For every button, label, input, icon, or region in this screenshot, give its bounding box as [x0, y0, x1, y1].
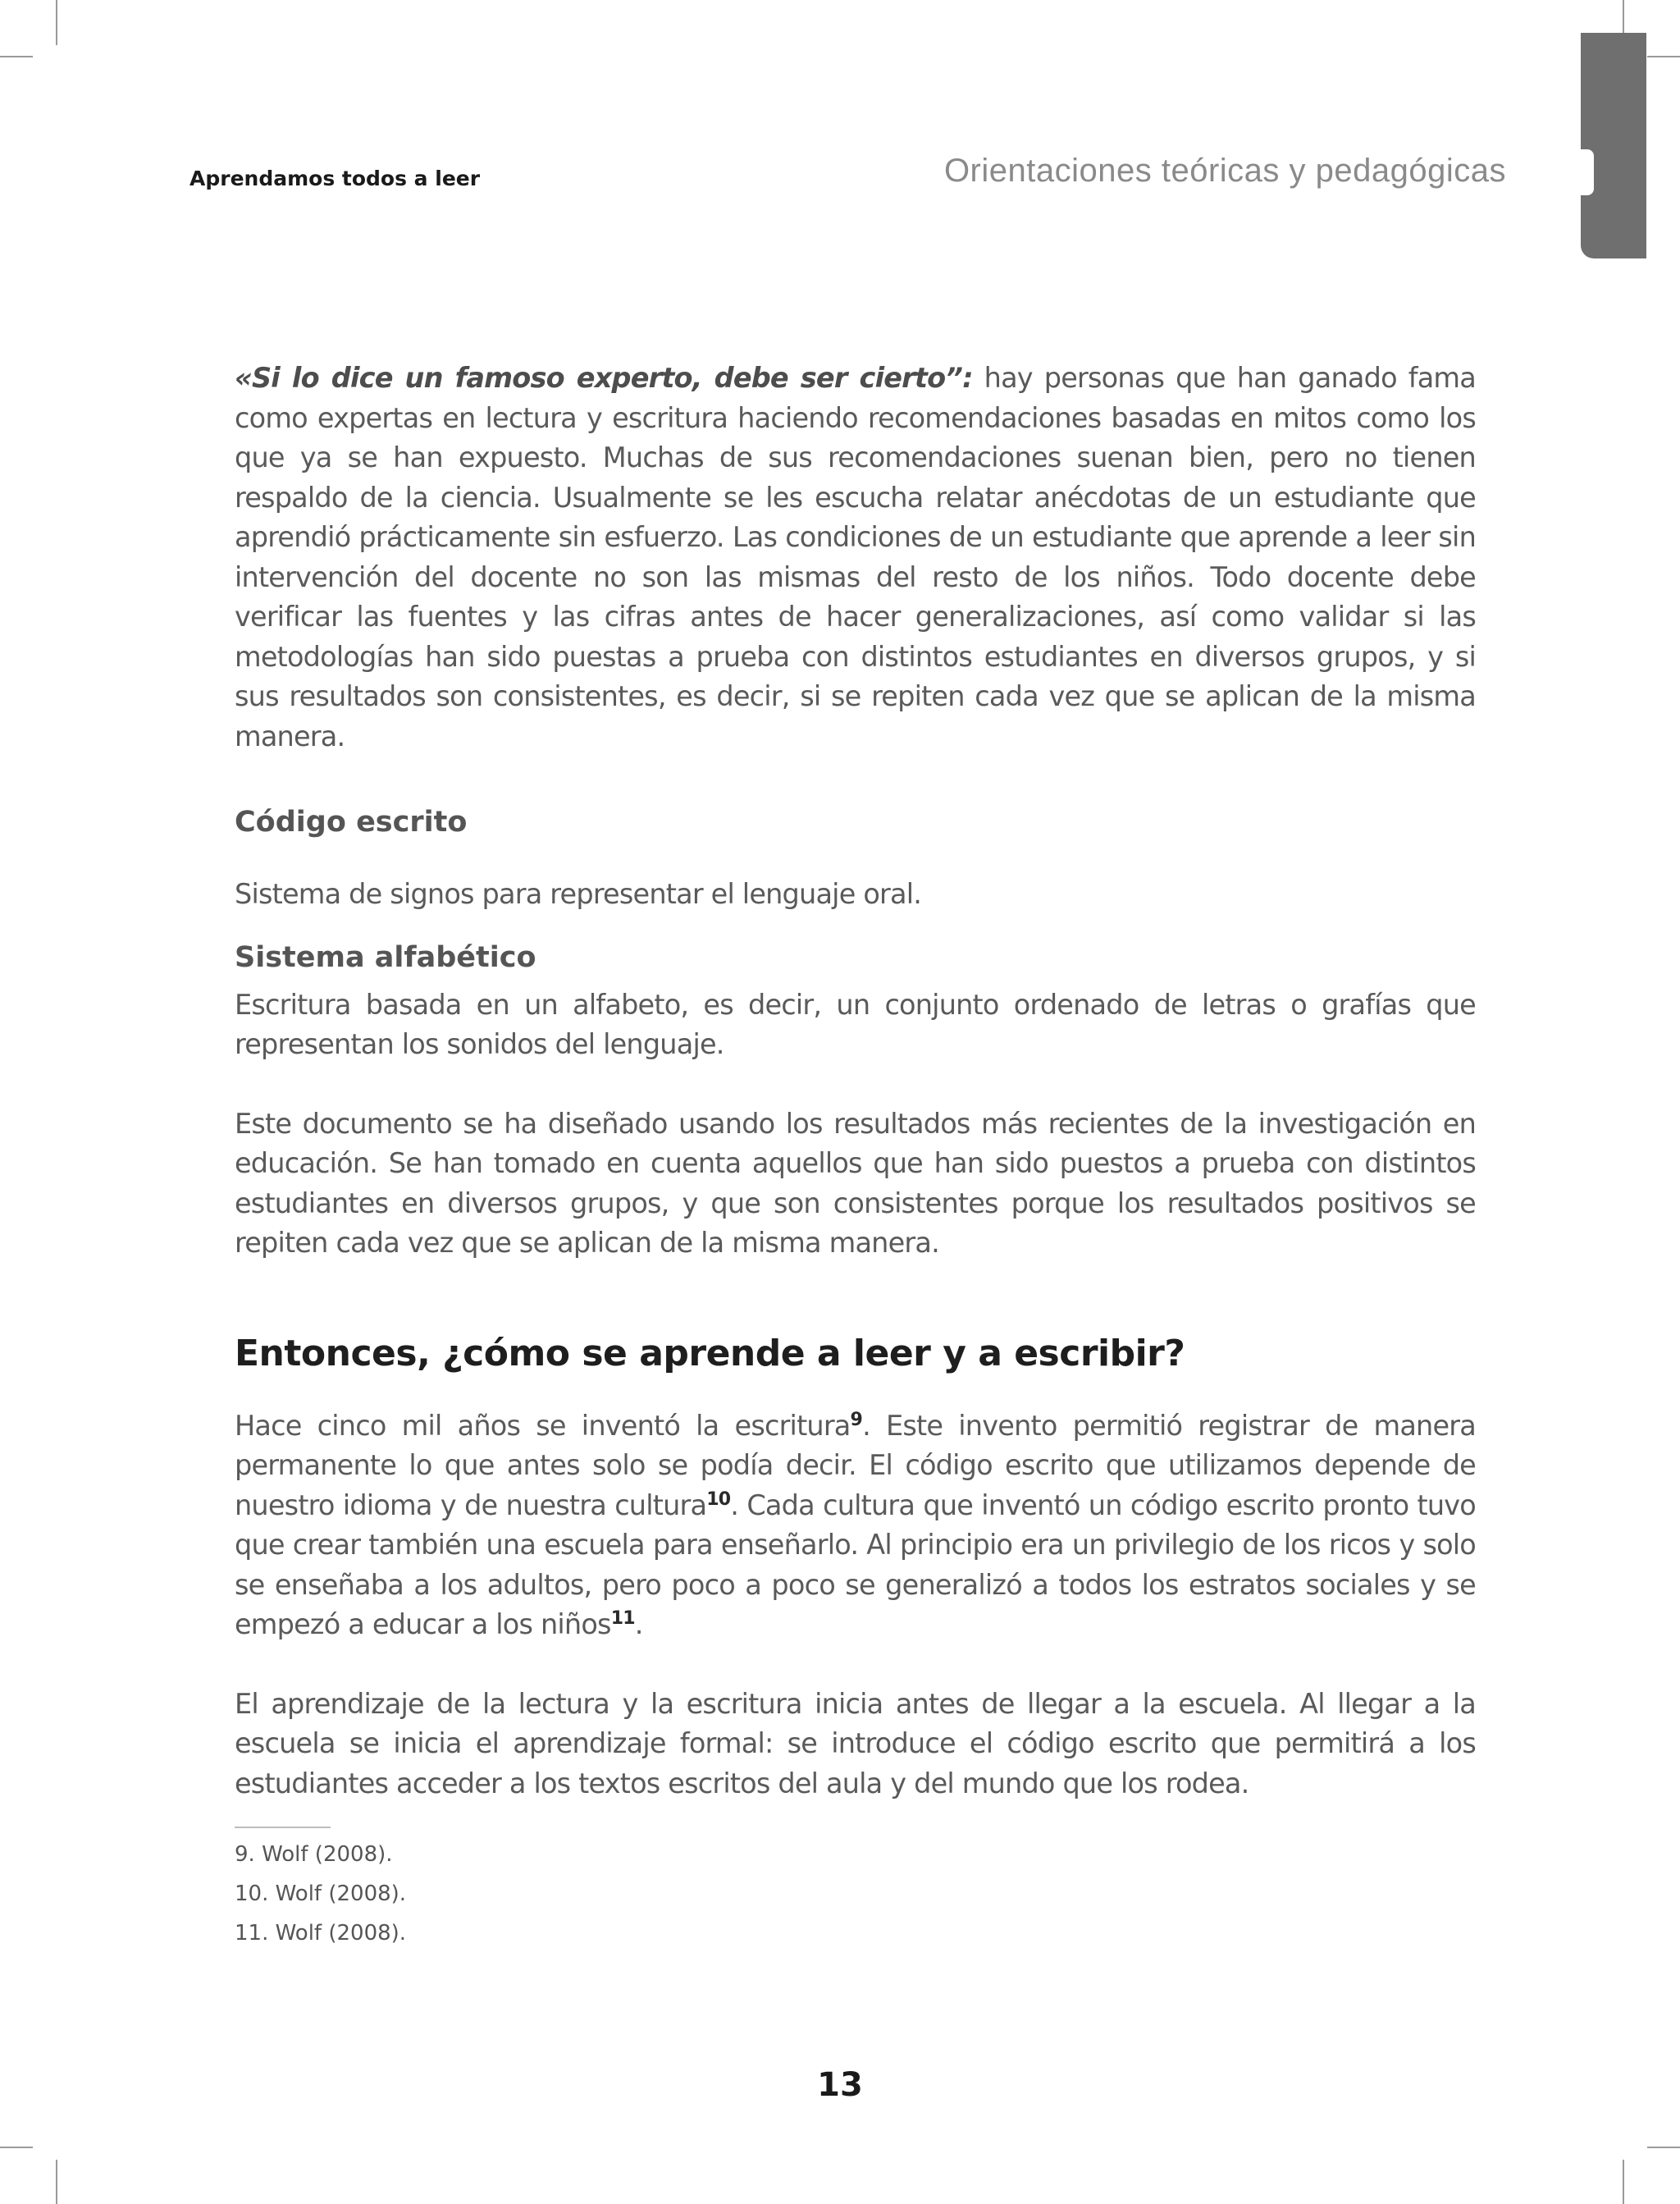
footnote: 11. Wolf (2008). [235, 1921, 407, 1946]
text-run: Hace cinco mil años se inventó la escritura [235, 1409, 851, 1442]
page-number: 13 [817, 2066, 863, 2104]
chapter-tab-notch [1581, 149, 1594, 195]
footnote: 9. Wolf (2008). [235, 1842, 393, 1867]
term-sistema-alfabetico: Sistema alfabético [235, 940, 536, 974]
crop-mark [1647, 56, 1680, 57]
chapter-tab [1581, 33, 1646, 258]
section-heading: Entonces, ¿cómo se aprende a leer y a escribir? [235, 1332, 1185, 1374]
term-codigo-escrito: Código escrito [235, 806, 468, 839]
footnote-ref: 9 [850, 1409, 863, 1430]
paragraph-text: hay personas que han ganado fama como expertas en lectura y escritura haciendo recomendaciones basadas en mitos como los que ya se han expuesto. Muchas de sus recomendaciones suenan bien, pero no tienen respaldo de la ciencia. Usualmente se les escucha relatar anécdotas de un estudiante que aprendió prácticamente sin esfuerzo. Las condiciones de un estudiante que aprende a leer sin intervención del docente no son las mismas del resto de los niños. Todo docente debe verificar las fuentes y las cifras antes de hacer generalizaciones, así como validar si las metodologías han sido puestas a prueba con distintos estudiantes en diversos grupos, y si sus resultados son consistentes, es decir, si se repiten cada vez que se aplican de la misma manera. [235, 362, 1476, 752]
text-run: . Este invento permitió registrar de manera permanente lo que antes solo se podía decir. El código escrito que utilizamos depende de nuestro idioma y de nuestra cultura [235, 1409, 1476, 1521]
crop-mark [1623, 2160, 1624, 2204]
definition-codigo-escrito: Sistema de signos para representar el lenguaje oral. [235, 878, 922, 910]
paragraph-document-design: Este documento se ha diseñado usando los resultados más recientes de la investigación en educación. Se han tomado en cuenta aquellos que han sido puestos a prueba con distintos estudiantes en diversos grupos, y que son consistentes porque los resultados positivos se repiten cada vez que se aplican de la misma manera. [235, 1107, 1476, 1259]
crop-mark [0, 2147, 33, 2148]
footnote: 10. Wolf (2008). [235, 1882, 407, 1906]
paragraph-expert-myth [235, 359, 1476, 757]
running-header-right: Orientaciones teóricas y pedagógicas [943, 153, 1506, 189]
text-run: . Cada cultura que inventó un código escrito pronto tuvo que crear también una escuela para enseñarlo. Al principio era un privilegio de los ricos y solo se enseñaba a los adultos, pero poco a poco se generalizó a todos los estratos sociales y se empezó a educar a los niños [235, 1488, 1476, 1640]
definition-sistema-alfabetico: Escritura basada en un alfabeto, es decir, un conjunto ordenado de letras o grafías que representan los sonidos del lenguaje. [235, 988, 1476, 1060]
footnote-ref: 10 [706, 1488, 731, 1510]
paragraph-history [235, 1406, 1476, 1645]
text-run: . [634, 1608, 643, 1640]
running-header-left: Aprendamos todos a leer [189, 167, 481, 190]
crop-mark [56, 0, 57, 45]
footnote-ref: 11 [610, 1607, 635, 1629]
paragraph-lead: «Si lo dice un famoso experto, debe ser cierto”: [235, 362, 973, 394]
crop-mark [56, 2160, 57, 2204]
paragraph-formal-learning: El aprendizaje de la lectura y la escritura inicia antes de llegar a la escuela. Al llegar a la escuela se inicia el aprendizaje formal: se introduce el código escrito que permitirá a los estudiantes acceder a los textos escritos del aula y del mundo que los rodea. [235, 1687, 1476, 1799]
main-content [235, 359, 1476, 1953]
crop-mark [1647, 2147, 1680, 2148]
crop-mark [0, 56, 33, 57]
